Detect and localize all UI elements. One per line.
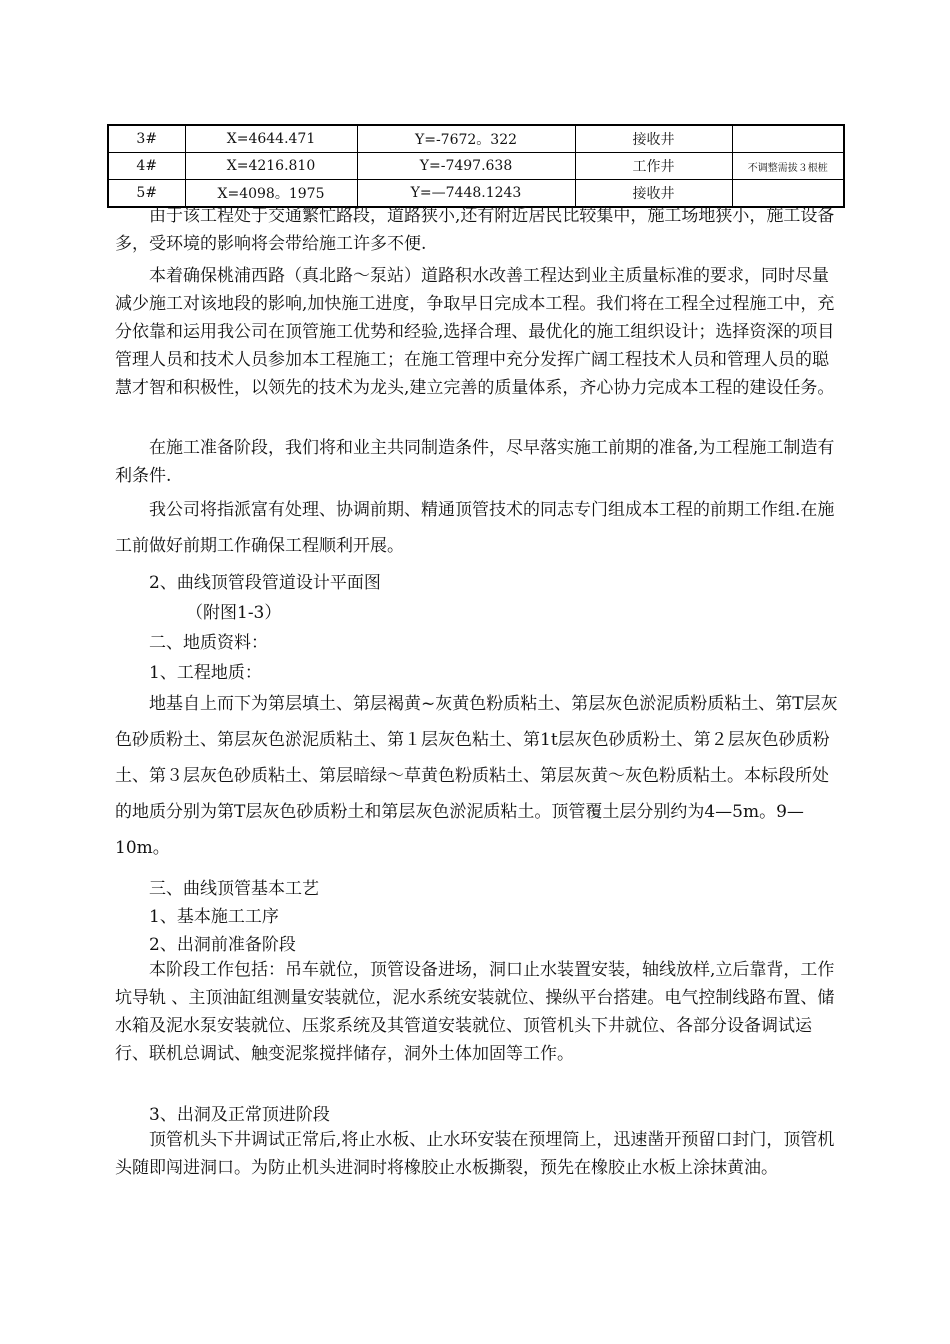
shaft-number: 5#	[108, 180, 185, 208]
table-row	[108, 125, 844, 153]
paragraph-preliminary-team: 我公司将指派富有处理、协调前期、精通顶管技术的同志专门组成本工程的前期工作组.在施工前做好前期工作确保工程顺利开展。	[115, 500, 835, 556]
shaft-note	[732, 125, 844, 153]
heading-basic-procedure: 1、基本施工工序	[149, 907, 279, 927]
paragraph-geology: 地基自上而下为第层填土、第层褐黄~灰黄色粉质粘土、第层灰色淤泥质粉质粘土、第T层灰色砂质粉土、第层灰色淤泥质粘土、第１层灰色粘土、第1t层灰色砂质粉土、第２层灰色砂质粉土、第３层灰色砂质粘土、第层暗绿～草黄色粉质粘土、第层灰黄～灰色粉质粘土。本标段所处的地质分别为第T层灰色砂质粉土和第层灰色淤泥质粘土。顶管覆土层分别约为4—5m。9—10m。	[115, 694, 838, 858]
x-coordinate: X=4098。1975	[185, 180, 357, 208]
shaft-type: 接收井	[575, 125, 732, 153]
heading-process: 三、曲线顶管基本工艺	[149, 879, 319, 899]
paragraph-quality-commitment: 本着确保桃浦西路（真北路～泵站）道路积水改善工程达到业主质量标准的要求，同时尽量减少施工对该地段的影响,加快施工进度，争取早日完成本工程。我们将在工程全过程施工中，充分依靠和运用我公司在顶管施工优势和经验,选择合理、最优化的施工组织设计；选择资深的项目管理人员和技术人员参加本工程施工；在施工管理中充分发挥广阔工程技术人员和管理人员的聪慧才智和积极性，以领先的技术为龙头,建立完善的质量体系，齐心协力完成本工程的建设任务。	[115, 266, 835, 398]
shaft-number: 4#	[108, 153, 185, 180]
shaft-number: 3#	[108, 125, 185, 153]
heading-engineering-geology: 1、工程地质：	[149, 663, 262, 683]
heading-exit-stage: 3、出洞及正常顶进阶段	[149, 1105, 330, 1125]
x-coordinate: X=4216.810	[185, 153, 357, 180]
paragraph-preparation: 在施工准备阶段，我们将和业主共同制造条件，尽早落实施工前期的准备,为工程施工制造有利条件.	[115, 438, 835, 486]
figure-reference: （附图1-3）	[186, 603, 282, 623]
paragraph-site-conditions: 由于该工程处于交通繁忙路段，道路狭小,还有附近居民比较集中，施工场地狭小，施工设备多，受环境的影响将会带给施工许多不便.	[115, 206, 835, 254]
heading-geology: 二、地质资料：	[149, 633, 268, 653]
y-coordinate: Y=-7672。322	[357, 125, 575, 153]
shaft-coordinate-table	[107, 124, 845, 208]
y-coordinate: Y=-7497.638	[357, 153, 575, 180]
heading-curve-plan: 2、曲线顶管段管道设计平面图	[149, 573, 381, 593]
y-coordinate: Y=—7448.1243	[357, 180, 575, 208]
shaft-note: 不调整需拔３根桩	[732, 153, 844, 180]
paragraph-exit-stage: 顶管机头下井调试正常后,将止水板、止水环安装在预埋筒上，迅速凿开预留口封门，顶管机头随即闯进洞口。为防止机头进洞时将橡胶止水板撕裂，预先在橡胶止水板上涂抹黄油。	[115, 1130, 835, 1178]
shaft-type: 接收井	[575, 180, 732, 208]
paragraph-preparation-stage: 本阶段工作包括：吊车就位，顶管设备进场，洞口止水装置安装，轴线放样,立后靠背，工作坑导轨 、主顶油缸组测量安装就位，泥水系统安装就位、操纵平台搭建。电气控制线路布置、储水箱及泥水泵安装就位、压浆系统及其管道安装就位、顶管机头下井就位、各部分设备调试运行、联机总调试、触变泥浆搅拌储存，洞外土体加固等工作。	[115, 960, 835, 1064]
heading-preparation-stage: 2、出洞前准备阶段	[149, 935, 296, 955]
table-row	[108, 153, 844, 180]
x-coordinate: X=4644.471	[185, 125, 357, 153]
shaft-type: 工作井	[575, 153, 732, 180]
